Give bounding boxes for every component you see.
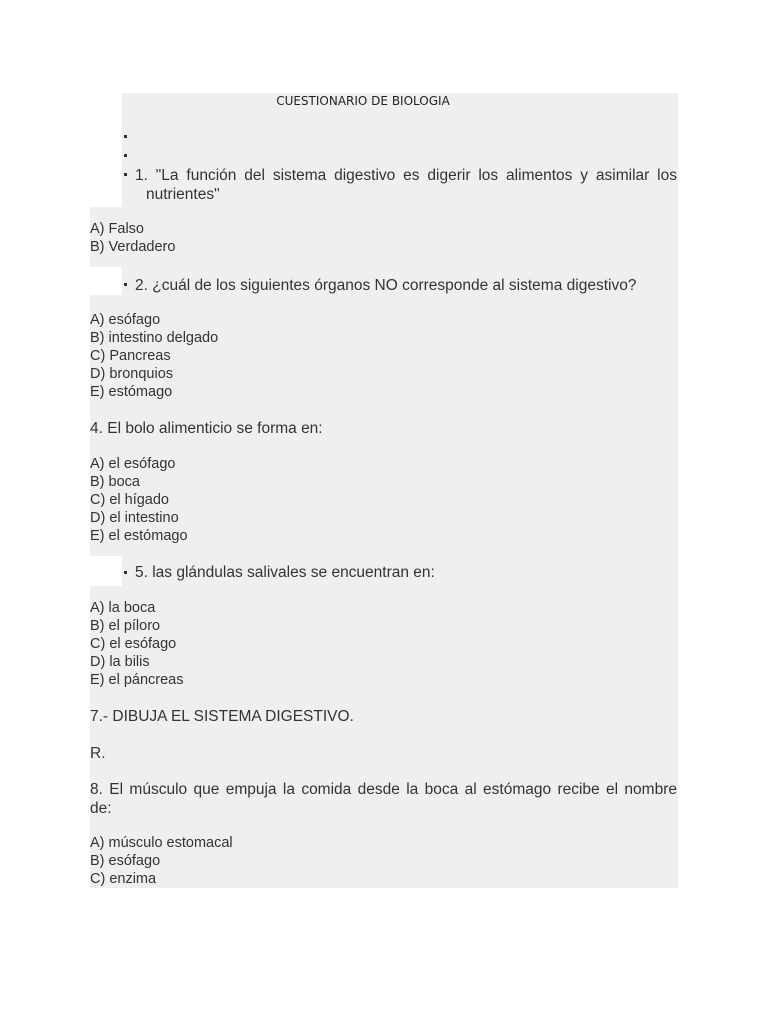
answer-option: B) intestino delgado	[90, 330, 219, 346]
question-1-answers	[90, 220, 175, 256]
question-4-answers	[90, 455, 188, 545]
question-2: 2. ¿cuál de los siguientes órganos NO corresponde al sistema digestivo?	[135, 277, 637, 294]
answer-option: A) Falso	[90, 221, 144, 237]
list-bullet	[124, 135, 127, 138]
answer-option: C) el esófago	[90, 636, 177, 652]
answer-option: C) Pancreas	[90, 348, 171, 364]
answer-option: A) el esófago	[90, 456, 176, 472]
question-8-answers	[90, 834, 233, 888]
question-8-text: 8. El músculo que empuja la comida desde la boca al estómago recibe el nombre	[90, 781, 677, 798]
answer-option: B) Verdadero	[90, 239, 176, 255]
list-bullet	[124, 283, 127, 286]
answer-option: D) la bilis	[90, 654, 150, 670]
question-2-answers	[90, 311, 218, 401]
question-5-answers	[90, 599, 184, 689]
question-4: 4. El bolo alimenticio se forma en:	[90, 420, 323, 437]
answer-option: B) el píloro	[90, 618, 161, 634]
answer-option: B) esófago	[90, 853, 161, 869]
answer-option: D) bronquios	[90, 366, 174, 382]
answer-option: C) el hígado	[90, 492, 169, 508]
question-7-response: R.	[90, 745, 106, 762]
question-1	[135, 166, 677, 185]
answer-option: E) el páncreas	[90, 672, 184, 688]
question-1-continuation: nutrientes"	[146, 186, 220, 203]
answer-option: E) el estómago	[90, 528, 188, 544]
answer-option: B) boca	[90, 474, 140, 490]
list-bullet	[124, 571, 127, 574]
list-bullet	[124, 154, 127, 157]
answer-option: E) estómago	[90, 384, 173, 400]
answer-option: A) músculo estomacal	[90, 835, 233, 851]
answer-option: A) esófago	[90, 312, 161, 328]
question-8	[90, 780, 677, 799]
question-5: 5. las glándulas salivales se encuentran en:	[135, 564, 435, 581]
answer-option: D) el intestino	[90, 510, 179, 526]
content-shade-1	[90, 207, 678, 267]
question-8-continuation: de:	[90, 800, 112, 817]
answer-option: C) enzima	[90, 871, 157, 887]
document-title: CUESTIONARIO DE BIOLOGIA	[276, 94, 450, 108]
answer-option: A) la boca	[90, 600, 156, 616]
list-bullet	[124, 173, 127, 176]
question-1-text: 1. "La función del sistema digestivo es digerir los alimentos y asimilar los	[135, 167, 677, 184]
question-7: 7.- DIBUJA EL SISTEMA DIGESTIVO.	[90, 708, 354, 725]
